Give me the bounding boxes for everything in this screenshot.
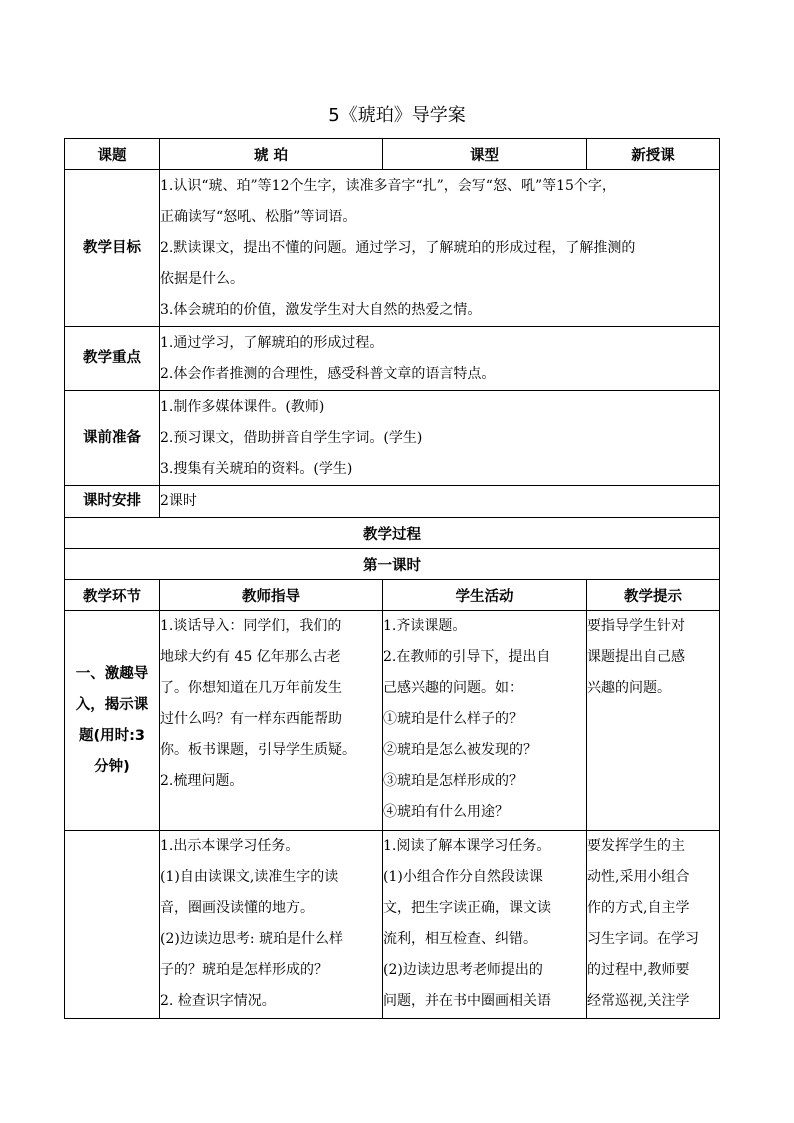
column-header-row [65, 580, 720, 611]
section2-tip-line: 作的方式,自主学 [587, 900, 690, 916]
goals-line: 1.认识“琥、珀”等12个生字，读准多音字“扎”，会写“怒、吼”等15个字， [160, 177, 616, 194]
section1-student-line: ①琥珀是什么样子的？ [383, 711, 523, 727]
focus-line: 2.体会作者推测的合理性，感受科普文章的语言特点。 [160, 365, 496, 382]
section1-teacher-line: 你。板书课题，引导学生质疑。 [160, 742, 356, 758]
section2-student-line: 流利，相互检查、纠错。 [383, 931, 537, 947]
section2-tip-line: 习生字词。在学习 [587, 931, 699, 947]
focus-row [65, 327, 720, 391]
section1-student-line: ③琥珀是怎样形成的？ [383, 773, 523, 789]
prep-content [160, 391, 720, 486]
section2-teacher-line: (1)自由读课文,读准生字的读 [160, 869, 339, 885]
prep-line: 2.预习课文，借助拼音自学生字词。(学生) [160, 429, 423, 446]
goals-row [65, 170, 720, 327]
section2-row [65, 831, 720, 1019]
prep-line: 3.搜集有关琥珀的资料。(学生) [160, 460, 353, 477]
focus-content [160, 327, 720, 391]
section1-teacher-line: 1.谈话导入：同学们，我们的 [160, 618, 342, 634]
section1-teacher-line: 了。你想知道在几万年前发生 [160, 680, 342, 696]
section2-teacher-line: (2)边读边思考: 琥珀是什么样 [160, 931, 343, 947]
section2-teacher [160, 831, 383, 1019]
section1-stage-line: 一、激趣导 [75, 665, 149, 682]
schedule-row [65, 486, 720, 518]
lesson-plan-table [64, 138, 720, 1019]
col-teacher-header: 教师指导 [160, 580, 383, 611]
section1-teacher [160, 611, 383, 831]
lesson-title: 第一课时 [65, 549, 720, 580]
section1-row [65, 611, 720, 831]
section1-stage-line: 分钟) [94, 758, 130, 775]
section2-tip-line: 的过程中,教师要 [587, 962, 690, 978]
col-tips-header: 教学提示 [587, 580, 720, 611]
goals-line: 3.体会琥珀的价值，激发学生对大自然的热爱之情。 [160, 301, 482, 318]
section2-student-line: (1)小组合作分自然段读课 [383, 869, 543, 885]
section2-tip-line: 要发挥学生的主 [587, 838, 685, 854]
section1-teacher-line: 地球大约有 45 亿年那么古老 [160, 649, 341, 665]
section1-student-line: ②琥珀是怎么被发现的？ [383, 742, 537, 758]
section2-teacher-line: 1.出示本课学习任务。 [160, 838, 300, 854]
section1-teacher-line: 过什么吗？有一样东西能帮助 [160, 711, 342, 727]
section2-student-line: (2)边读边思考老师提出的 [383, 962, 543, 978]
type-label: 课型 [383, 139, 587, 170]
course-row [65, 139, 720, 170]
lesson-row [65, 549, 720, 580]
section1-student-line: 己感兴趣的问题。如： [383, 680, 523, 696]
section2-student-line: 1.阅读了解本课学习任务。 [383, 838, 551, 854]
section2-tips [587, 831, 720, 1019]
section1-stage-line: 入，揭示课 [75, 696, 149, 713]
section1-teacher-line: 2.梳理问题。 [160, 773, 244, 789]
section1-stage [65, 611, 160, 831]
section1-stage-line: 题(用时:3 [78, 727, 145, 744]
section2-student-line: 文，把生字读正确，课文读 [383, 900, 551, 916]
col-student-header: 学生活动 [383, 580, 587, 611]
section1-student [383, 611, 587, 831]
goals-label: 教学目标 [65, 170, 160, 327]
section2-tip-line: 经常巡视,关注学 [587, 993, 690, 1009]
prep-row [65, 391, 720, 486]
section1-tip-line: 兴趣的问题。 [587, 680, 671, 696]
section2-tip-line: 动性,采用小组合 [587, 869, 690, 885]
section1-tips [587, 611, 720, 831]
goals-line: 2.默读课文，提出不懂的问题。通过学习，了解琥珀的形成过程，了解推测的 [160, 239, 636, 256]
section1-student-line: ④琥珀有什么用途？ [383, 804, 509, 820]
col-stage-header: 教学环节 [65, 580, 160, 611]
prep-label: 课前准备 [65, 391, 160, 486]
section2-stage [65, 831, 160, 1019]
schedule-label: 课时安排 [65, 486, 160, 518]
section2-student-line: 问题，并在书中圈画相关语 [383, 993, 551, 1009]
page-title: 5《琥珀》导学案 [328, 105, 466, 126]
section2-teacher-line: 音，圈画没读懂的地方。 [160, 900, 314, 916]
topic-label: 课题 [65, 139, 160, 170]
section1-tip-line: 要指导学生针对 [587, 618, 685, 634]
goals-content [160, 170, 720, 327]
process-title: 教学过程 [65, 518, 720, 549]
goals-line: 依据是什么。 [160, 270, 244, 287]
section2-teacher-line: 2. 检查识字情况。 [160, 993, 276, 1009]
section2-student [383, 831, 587, 1019]
focus-label: 教学重点 [65, 327, 160, 391]
prep-line: 1.制作多媒体课件。(教师) [160, 398, 325, 415]
section1-tip-line: 课题提出自己感 [587, 649, 685, 665]
goals-line: 正确读写“怒吼、松脂”等词语。 [160, 208, 357, 225]
topic-value: 琥 珀 [160, 139, 383, 170]
section1-student-line: 2.在教师的引导下，提出自 [383, 649, 551, 665]
process-row [65, 518, 720, 549]
section2-teacher-line: 子的？琥珀是怎样形成的？ [160, 962, 328, 978]
section1-student-line: 1.齐读课题。 [383, 618, 467, 634]
type-value: 新授课 [587, 139, 720, 170]
schedule-value: 2课时 [160, 486, 720, 518]
focus-line: 1.通过学习，了解琥珀的形成过程。 [160, 334, 384, 351]
